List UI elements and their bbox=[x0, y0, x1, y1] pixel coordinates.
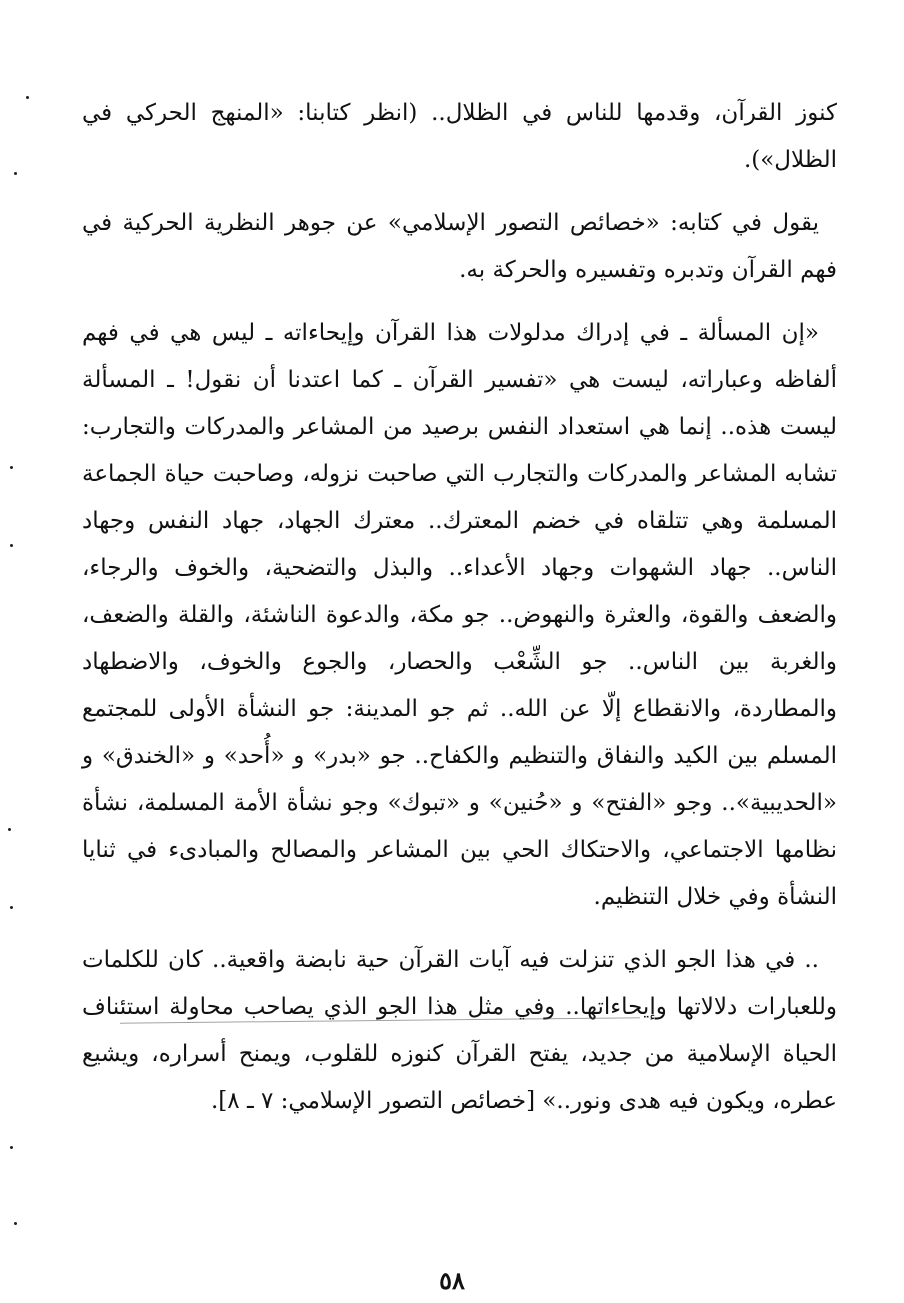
margin-speck bbox=[10, 544, 13, 547]
margin-speck bbox=[10, 1146, 13, 1149]
margin-speck bbox=[8, 828, 11, 831]
paragraph-2: يقول في كتابه: «خصائص التصور الإسلامي» عن جوهر النظرية الحركية في فهم القرآن وتدبره وتفسيره والحركة به. bbox=[82, 210, 837, 283]
margin-speck bbox=[10, 466, 13, 469]
margin-speck bbox=[14, 172, 17, 175]
page-number: ٥٨ bbox=[439, 1266, 465, 1295]
margin-speck bbox=[26, 96, 29, 99]
margin-speck bbox=[10, 906, 13, 909]
paragraph-1: كنوز القرآن، وقدمها للناس في الظلال.. (انظر كتابنا: «المنهج الحركي في الظلال»). bbox=[82, 100, 837, 173]
paragraph-3-quote: «إن المسألة ـ في إدراك مدلولات هذا القرآن وإيحاءاته ـ ليس هي في فهم ألفاظه وعباراته، ليست هي «تفسير القرآن ـ كما اعتدنا أن نقول! ـ المسألة ليست هذه.. إنما هي استعداد النفس برصيد من المشاعر والمدركات والتجارب: تشابه المشاعر والمدركات والتجارب التي صاحبت نزوله، وصاحبت حياة الجماعة المسلمة وهي تتلقاه في خضم المعترك.. معترك الجهاد، جهاد النفس وجهاد الناس.. جهاد الشهوات وجهاد الأعداء.. والبذل والتضحية، والخوف والرجاء، والضعف والقوة، والعثرة والنهوض.. جو مكة، والدعوة الناشئة، والقلة والضعف، والغربة بين الناس.. جو الشِّعْب والحصار، والجوع والخوف، والاضطهاد والمطاردة، والانقطاع إلّا عن الله.. ثم جو المدينة: جو النشأة الأولى للمجتمع المسلم بين الكيد والنفاق والتنظيم والكفاح.. جو «بدر» و «أُحد» و «الخندق» و «الحديبية».. وجو «الفتح» و «حُنين» و «تبوك» وجو نشأة الأمة المسلمة، نشأة نظامها الاجتماعي، والاحتكاك الحي بين المشاعر والمصالح والمبادىء في ثنايا النشأة وفي خلال التنظيم. bbox=[82, 320, 837, 910]
paragraph-4-quote-end: .. في هذا الجو الذي تنزلت فيه آيات القرآن حية نابضة واقعية.. كان للكلمات وللعبارات دلالاتها وإيحاءاتها.. وفي مثل هذا الجو الذي يصاحب محاولة استئناف الحياة الإسلامية من جديد، يفتح القرآن كنوزه للقلوب، ويمنح أسراره، ويشيع عطره، ويكون فيه هدى ونور..» [خصائص التصور الإسلامي: ٧ ـ ٨]. bbox=[82, 947, 837, 1114]
page-body bbox=[82, 90, 837, 1141]
margin-speck bbox=[14, 1222, 17, 1225]
